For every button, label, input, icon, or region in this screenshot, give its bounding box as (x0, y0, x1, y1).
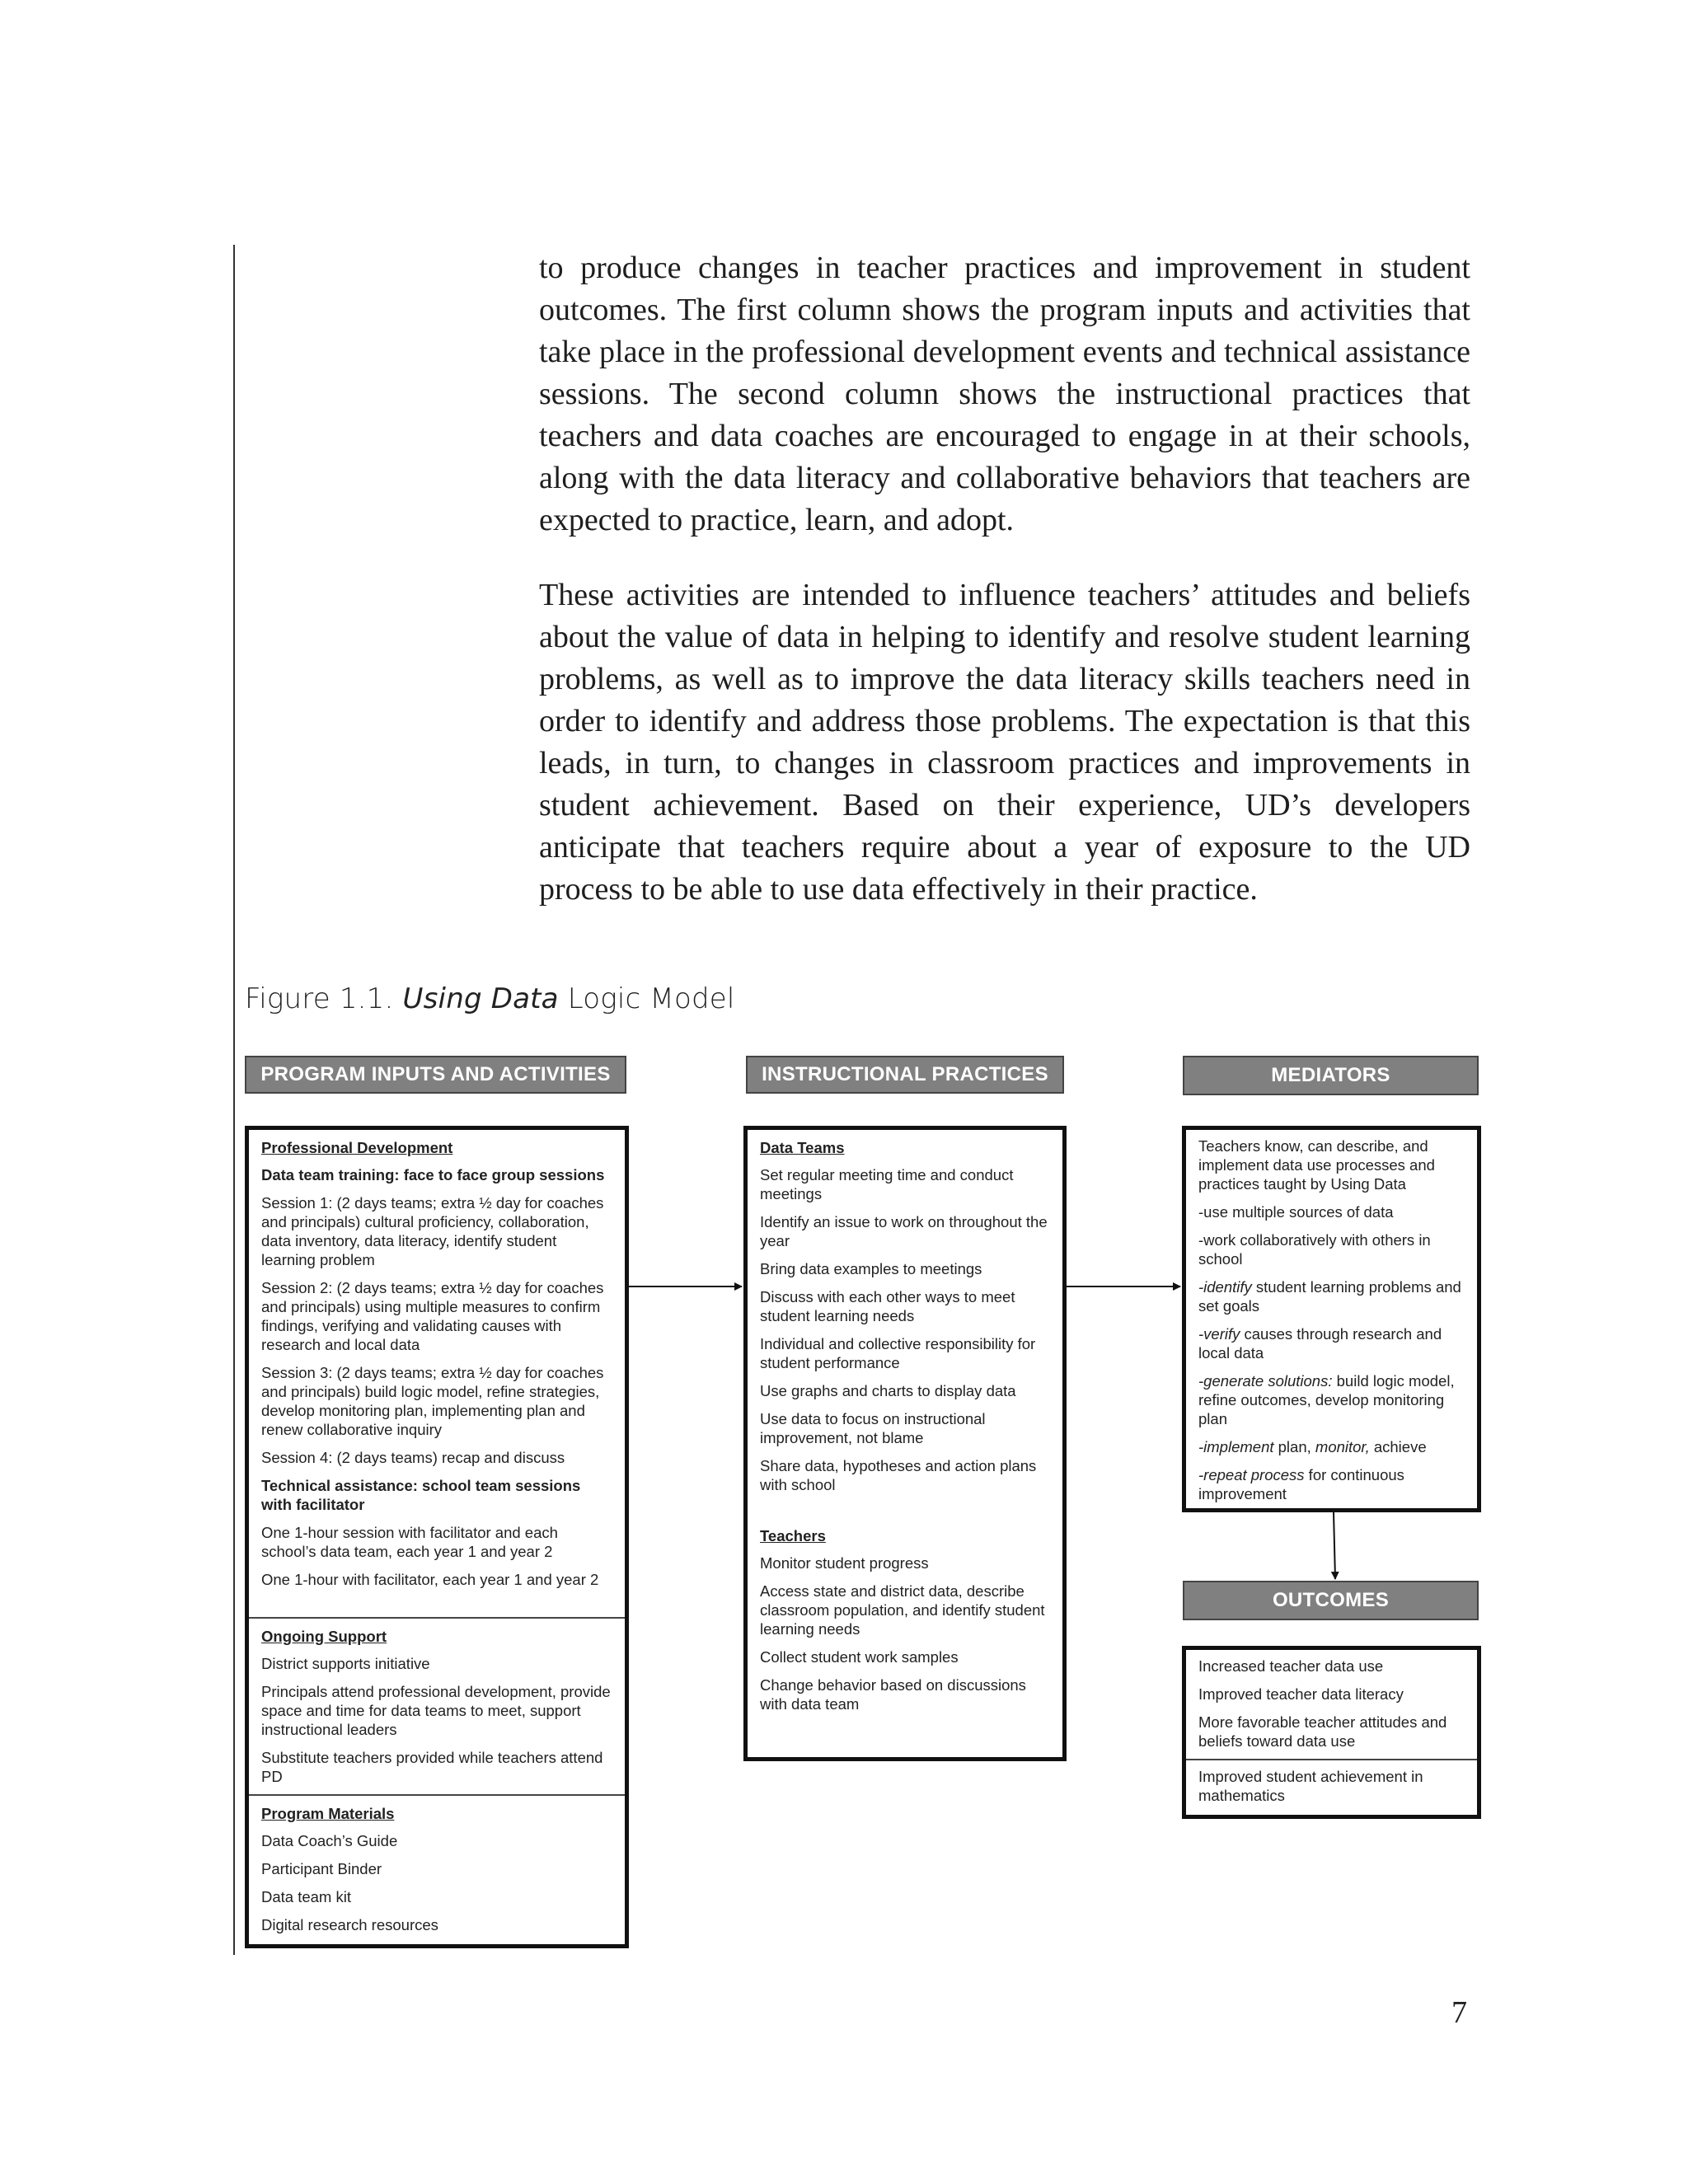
mediator-item (1198, 1465, 1465, 1503)
outcomes-section-teacher (1186, 1650, 1477, 1759)
mediator-item (1198, 1277, 1465, 1315)
program-materials-title: Program Materials (261, 1805, 395, 1822)
ongoing-support-title: Ongoing Support (261, 1628, 387, 1645)
header-program-inputs: PROGRAM INPUTS AND ACTIVITIES (245, 1056, 626, 1094)
mediator-keyword: -repeat process (1198, 1466, 1305, 1483)
figure-caption-italic: Using Data (402, 982, 559, 1015)
mediators-box (1182, 1126, 1481, 1512)
body-paragraph-2: These activities are intended to influence teachers’ attitudes and beliefs about the value of data in helping to identify and resolve student learning problems, as well as to improve the data literacy skills teachers need in order to identify and address those problems. The expectation is that this leads, in turn, to changes in classroom practices and improvements in student achievement. Based on their experience, UD’s developers anticipate that teachers require about a year of exposure to the UD process to be able to use data effectively in their practice. (539, 578, 1470, 907)
data-teams-title: Data Teams (760, 1139, 845, 1156)
page-number: 7 (1451, 1995, 1467, 2030)
mediator-text: causes through research and local data (1198, 1325, 1442, 1361)
ongoing-support-section (249, 1617, 625, 1794)
session-2: Session 2: (2 days teams; extra ½ day for coaches and principals) using multiple measures to confirm findings, verifying and validating causes with research and local data (261, 1279, 604, 1353)
teachers-item: Change behavior based on discussions with data team (760, 1676, 1026, 1713)
data-teams-item: Share data, hypotheses and action plans with school (760, 1457, 1037, 1493)
figure-caption (245, 982, 735, 1015)
program-materials-item: Digital research resources (261, 1916, 438, 1933)
professional-development-title: Professional Development (261, 1139, 453, 1156)
program-materials-item: Participant Binder (261, 1860, 382, 1877)
session-4: Session 4: (2 days teams) recap and discuss (261, 1449, 565, 1466)
mediator-item: Teachers know, can describe, and implement data use processes and practices taught by Using Data (1198, 1137, 1435, 1193)
ongoing-support-item: District supports initiative (261, 1655, 430, 1672)
outcome-item: Improved teacher data literacy (1198, 1685, 1404, 1703)
header-instructional-practices: INSTRUCTIONAL PRACTICES (746, 1056, 1064, 1094)
mediator-item (1198, 1371, 1465, 1428)
data-teams-item: Discuss with each other ways to meet student learning needs (760, 1288, 1015, 1324)
instructional-practices-box (743, 1126, 1067, 1761)
ongoing-support-item: Principals attend professional development, provide space and time for data teams to meet, support instructional leaders (261, 1683, 611, 1738)
data-teams-section (748, 1130, 1062, 1722)
mediator-item (1198, 1437, 1465, 1456)
header-mediators: MEDIATORS (1183, 1056, 1479, 1095)
mediator-keyword: -identify (1198, 1278, 1252, 1296)
data-teams-item: Set regular meeting time and conduct meetings (760, 1166, 1014, 1202)
header-outcomes: OUTCOMES (1183, 1581, 1479, 1620)
margin-rule (233, 245, 235, 1955)
mediator-text: plan, (1273, 1438, 1315, 1455)
program-materials-section (249, 1794, 625, 1943)
mediator-text: for continuous improvement (1198, 1466, 1404, 1502)
program-materials-item: Data Coach’s Guide (261, 1832, 398, 1849)
data-teams-item: Identify an issue to work on throughout the year (760, 1213, 1048, 1249)
mediator-item: -work collaboratively with others in school (1198, 1231, 1431, 1268)
mediator-text: build logic model, refine outcomes, develop monitoring plan (1198, 1372, 1455, 1427)
data-teams-item: Bring data examples to meetings (760, 1260, 982, 1277)
data-teams-item: Use data to focus on instructional improvement, not blame (760, 1410, 986, 1446)
training-heading: Data team training: face to face group sessions (261, 1166, 605, 1183)
program-inputs-box (245, 1126, 629, 1948)
figure-caption-title: Logic Model (567, 982, 735, 1015)
figure-caption-number: Figure 1.1. (245, 982, 394, 1015)
teachers-item: Access state and district data, describe classroom population, and identify student learning needs (760, 1582, 1045, 1638)
mediator-keyword: -implement (1198, 1438, 1274, 1455)
teachers-item: Collect student work samples (760, 1648, 959, 1666)
data-teams-item: Individual and collective responsibility for student performance (760, 1335, 1036, 1371)
mediator-keyword: -generate solutions: (1198, 1372, 1333, 1390)
mediator-text: student learning problems and set goals (1198, 1278, 1461, 1315)
program-materials-item: Data team kit (261, 1888, 351, 1905)
outcomes-section-student (1186, 1759, 1477, 1813)
outcome-item: Improved student achievement in mathematics (1198, 1768, 1423, 1804)
technical-assistance-2: One 1-hour with facilitator, each year 1 and year 2 (261, 1571, 599, 1588)
ongoing-support-item: Substitute teachers provided while teachers attend PD (261, 1749, 603, 1785)
arrow-mediators-to-outcomes (1334, 1512, 1335, 1579)
body-paragraph-1: to produce changes in teacher practices and improvement in student outcomes. The first column shows the program inputs and activities that take place in the professional development events and technical assistance sessions. The second column shows the instructional practices that teachers and data coaches are encouraged to engage in at their schools, along with the data literacy and collaborative behaviors that teachers are expected to practice, learn, and adopt. (539, 251, 1470, 537)
outcome-item: More favorable teacher attitudes and beliefs toward data use (1198, 1713, 1447, 1750)
mediator-item: -use multiple sources of data (1198, 1203, 1394, 1221)
technical-assistance-heading: Technical assistance: school team sessions with facilitator (261, 1477, 581, 1513)
mediator-text: achieve (1369, 1438, 1427, 1455)
data-teams-item: Use graphs and charts to display data (760, 1382, 1016, 1399)
mediators-section (1186, 1130, 1477, 1511)
outcome-item: Increased teacher data use (1198, 1657, 1384, 1675)
teachers-item: Monitor student progress (760, 1554, 929, 1572)
mediator-item (1198, 1324, 1465, 1362)
teachers-title: Teachers (760, 1527, 826, 1544)
outcomes-box (1182, 1646, 1481, 1819)
session-3: Session 3: (2 days teams; extra ½ day for coaches and principals) build logic model, refine strategies, develop monitoring plan, implementing plan and renew collaborative inquiry (261, 1364, 604, 1438)
professional-development-section (249, 1130, 625, 1617)
mediator-keyword: monitor, (1315, 1438, 1370, 1455)
mediator-keyword: -verify (1198, 1325, 1240, 1343)
technical-assistance-1: One 1-hour session with facilitator and each school’s data team, each year 1 and year 2 (261, 1524, 558, 1560)
session-1: Session 1: (2 days teams; extra ½ day for coaches and principals) cultural proficiency, collaboration, data inventory, data literacy, identify student learning problem (261, 1194, 604, 1268)
